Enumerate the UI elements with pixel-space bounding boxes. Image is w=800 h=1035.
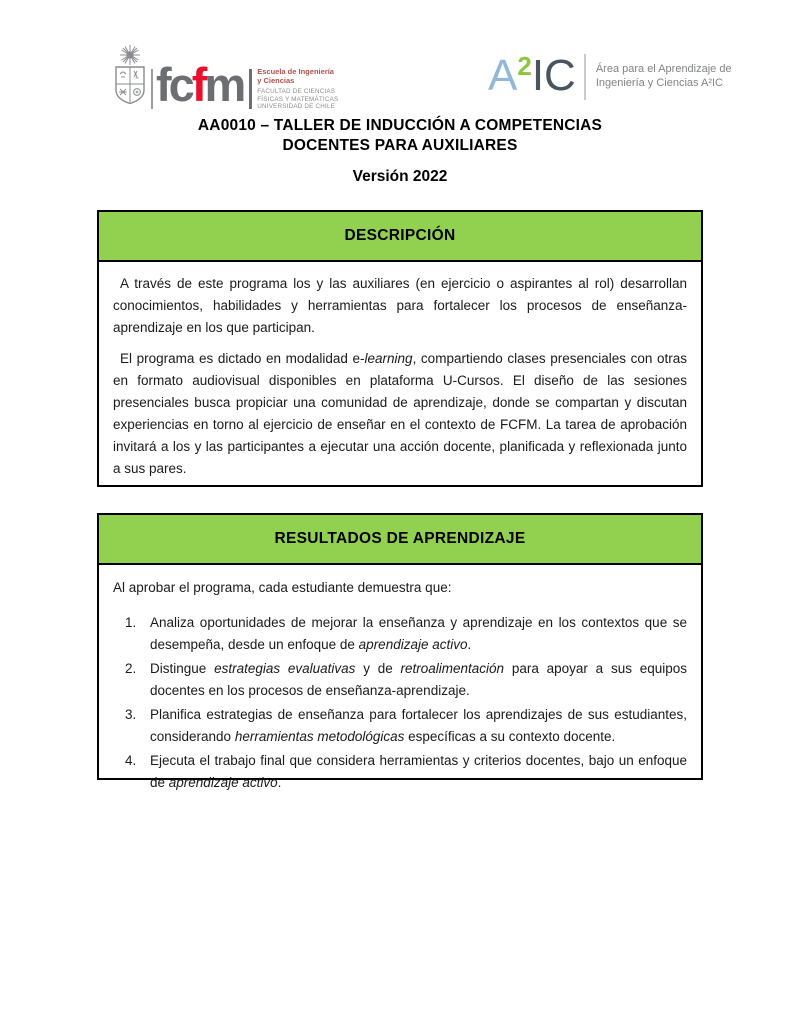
fcfm-wordmark-m: m: [204, 58, 244, 111]
resultados-body: [97, 565, 703, 790]
descripcion-header: DESCRIPCIÓN: [97, 210, 703, 262]
fcfm-divider: [151, 69, 153, 109]
fcfm-wordmark-fc: fc: [156, 58, 192, 111]
fcfm-logo: [111, 44, 338, 111]
resultados-list-item-4: [125, 750, 687, 794]
a2ic-letter-a: A: [488, 51, 518, 100]
universidad-de-chile-crest-icon: [111, 44, 149, 108]
fcfm-wordmark: [156, 58, 244, 111]
section-descripcion: [97, 210, 703, 487]
document-title: [0, 116, 800, 156]
document-title-line2: DOCENTES PARA AUXILIARES: [282, 137, 518, 154]
list-item-text: Analiza oportunidades de mejorar la enseñanza y aprendizaje en los contextos que se desempeña, desde un enfoque de aprendizaje activo.: [150, 615, 687, 652]
list-item-number: 4.: [125, 753, 137, 768]
fcfm-wordmark-divider: [249, 69, 252, 109]
resultados-list-item-3: [125, 704, 687, 748]
a2ic-tagline: [596, 62, 732, 90]
fcfm-faculty-line1: FACULTAD DE CIENCIAS: [257, 88, 336, 95]
section-resultados: [97, 513, 703, 790]
resultados-list-item-2: [125, 658, 687, 702]
fcfm-faculty-line2: FÍSICAS Y MATEMÁTICAS: [257, 95, 339, 103]
a2ic-logo: [488, 51, 732, 100]
resultados-header: RESULTADOS DE APRENDIZAJE: [97, 513, 703, 565]
list-item-number: 3.: [125, 707, 137, 722]
list-item-text: Planifica estrategias de enseñanza para fortalecer los aprendizajes de sus estudiantes, considerando herramientas metodológicas específicas a su contexto docente.: [150, 707, 687, 744]
a2ic-superscript-2: 2: [517, 51, 532, 81]
a2ic-tagline-line2: Ingeniería y Ciencias A²IC: [595, 77, 723, 89]
list-item-text: Distingue estrategias evaluativas y de retroalimentación para apoyar a sus equipos docentes en los procesos de enseñanza-aprendizaje.: [150, 661, 688, 698]
descripcion-paragraph-2: El programa es dictado en modalidad e-learning, compartiendo clases presenciales con otras en formato audiovisual disponibles en plataforma U-Cursos. El diseño de las sesiones presenciales busca propiciar una comunidad de aprendizaje, donde se compartan y discutan experiencias en torno al ejercicio de enseñar en el contexto de FCFM. La tarea de aprobación invitará a los y las participantes a ejecutar una acción docente, planificada y reflexionada junto a sus pares.: [113, 351, 687, 476]
resultados-list: [113, 612, 687, 794]
fcfm-school-line1: Escuela de Ingeniería: [257, 67, 334, 76]
descripcion-body: [97, 262, 703, 487]
fcfm-text-block: [257, 67, 338, 111]
list-item-text: Ejecuta el trabajo final que considera herramientas y criterios docentes, bajo un enfoque de aprendizaje activo.: [150, 753, 687, 790]
list-item-number: 2.: [125, 661, 137, 676]
a2ic-tagline-line1: Área para el Aprendizaje de: [595, 63, 732, 75]
resultados-intro: Al aprobar el programa, cada estudiante demuestra que:: [113, 580, 452, 595]
a2ic-wordmark: [488, 51, 576, 100]
a2ic-divider: [584, 54, 586, 100]
resultados-list-item-1: [125, 612, 687, 656]
document-version: Versión 2022: [352, 168, 448, 185]
fcfm-faculty-block: [257, 88, 338, 111]
a2ic-letters-ic: IC: [531, 51, 576, 100]
fcfm-faculty-line3: UNIVERSIDAD DE CHILE: [257, 103, 336, 110]
list-item-number: 1.: [125, 615, 137, 630]
document-title-line1: AA0010 – TALLER DE INDUCCIÓN A COMPETENCIAS: [197, 117, 603, 134]
fcfm-wordmark-red-f: f: [191, 58, 205, 111]
descripcion-paragraph-1: A través de este programa los y las auxiliares (en ejercicio o aspirantes al rol) desarrollan conocimientos, habilidades y herramientas para fortalecer los procesos de enseñanza-aprendizaje en los que participan.: [113, 276, 687, 335]
fcfm-school-line2: y Ciencias: [257, 76, 295, 85]
